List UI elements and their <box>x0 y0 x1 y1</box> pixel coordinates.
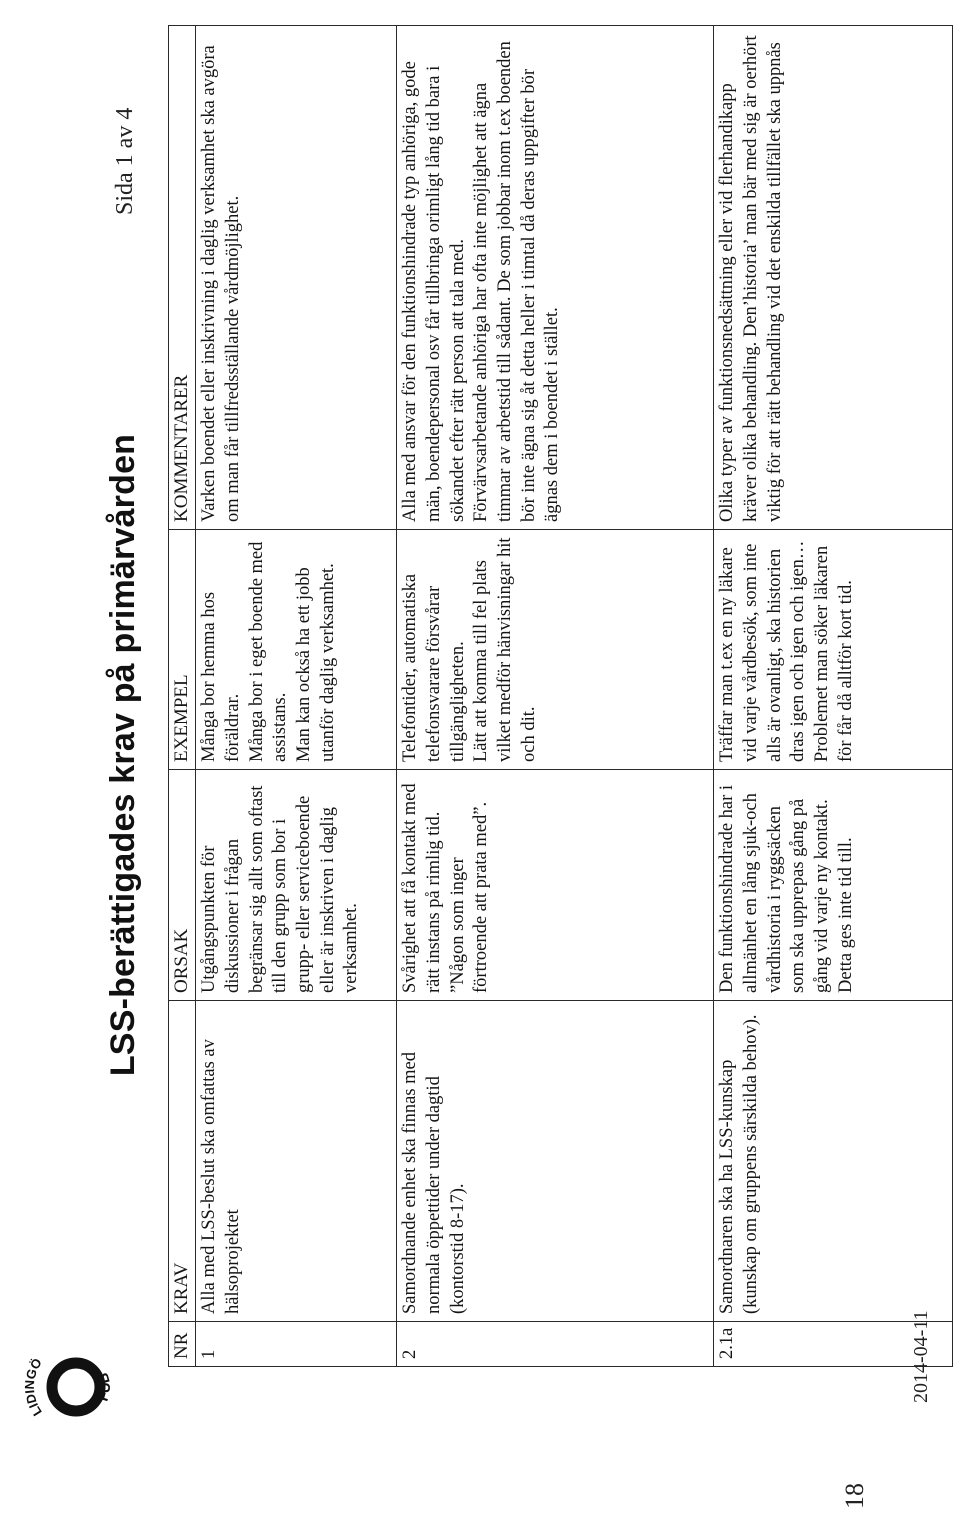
column-header-nr: NR <box>169 1322 196 1367</box>
column-header-exempel: EXEMPEL <box>169 530 196 770</box>
cell-nr: 2.1a <box>714 1322 953 1367</box>
cell-kommentarer <box>714 26 953 530</box>
cell-exempel <box>397 530 714 770</box>
cell-orsak: Den funktionshindrade har i allmänhet en lång sjuk-och vårdhistoria i ryggsäcken som ska upprepas gång på gång vid varje ny kontakt. Detta ges inte tid till. <box>714 770 953 1001</box>
cell-orsak: Svårighet att få kontakt med rätt instans på rimlig tid. ”Någon som inger förtroende att prata med”. <box>397 770 714 1001</box>
logo-bottom-text: FUB <box>94 1370 114 1404</box>
kommentar-text: Varken boendet eller inskrivning i daglig verksamhet ska avgöra om man får tillfredsställande vårdmöjlighet. <box>199 45 243 522</box>
requirements-table <box>168 25 953 1367</box>
document-title: LSS-berättigades krav på primärvården <box>104 433 142 1077</box>
page-indicator: Sida 1 av 4 <box>112 107 138 215</box>
exempel-line: Många bor hemma hos föräldrar. <box>199 591 243 762</box>
page-number: 18 <box>840 1483 869 1509</box>
exempel-line: Träffar man t.ex en ny läkare vid varje vårdbesök, som inte alls är ovanligt, ska historien dras igen och igen och igen… <box>717 540 809 762</box>
cell-krav: Samordnaren ska ha LSS-kunskap (kunskap om gruppens särskilda behov). <box>714 1001 953 1322</box>
lidingo-fub-logo <box>14 1327 134 1447</box>
svg-text:FUB <box>95 1371 114 1404</box>
exempel-line: Lätt att komma till fel plats vilket medför hänvisningar hit och dit. <box>471 537 539 762</box>
column-header-krav: KRAV <box>169 1001 196 1322</box>
table-header-row <box>169 26 196 1367</box>
cell-nr: 2 <box>397 1322 714 1367</box>
exempel-line: Man kan också ha ett jobb utanför daglig verksamhet. <box>294 563 338 762</box>
cell-nr: 1 <box>196 1322 397 1367</box>
kommentar-text: Förvärvsarbetande anhöriga har ofta inte möjlighet att ägna timmar av arbetstid till sådant. De som jobbar inom t.ex boenden bör inte ägna sig åt detta heller i timtal då deras uppgifter bör ägnas dem i boendet i stället. <box>471 41 563 522</box>
exempel-line: Många bor i eget boende med assistans. <box>246 541 291 762</box>
kommentar-text: Olika typer av funktionsnedsättning eller vid flerhandikapp kräver olika behandling. Den’historia’ man bär med sig är oerhört viktig för att rätt behandling vid det enskilda tillfället ska uppnås <box>717 35 785 522</box>
table-row <box>196 26 397 1367</box>
cell-exempel <box>714 530 953 770</box>
table-row <box>397 26 714 1367</box>
cell-krav: Samordnande enhet ska finnas med normala öppettider under dagtid (kontorstid 8-17). <box>397 1001 714 1322</box>
logo-top-text: LIDINGÖ <box>21 1355 45 1419</box>
document-date: 2014-04-11 <box>910 1310 932 1403</box>
column-header-kommentarer: KOMMENTARER <box>169 26 196 530</box>
svg-text:LIDINGÖ <box>22 1356 45 1419</box>
column-header-orsak: ORSAK <box>169 770 196 1001</box>
cell-orsak: Utgångspunkten för diskussioner i frågan begränsar sig allt som oftast till den grupp som bor i grupp- eller serviceboende eller är inskriven i daglig verksamhet. <box>196 770 397 1001</box>
kommentar-text: Alla med ansvar för den funktionshindrade typ anhöriga, gode män, boendepersonal osv får tillbringa orimligt lång tid bara i sökandet efter rätt person att tala med. <box>400 61 468 522</box>
table-row <box>714 26 953 1367</box>
cell-kommentarer <box>196 26 397 530</box>
exempel-line: Problemet man söker läkaren för får då alltför kort tid. <box>812 545 856 762</box>
exempel-line: Telefontider, automatiska telefonsvarare försvårar tillgängligheten. <box>400 573 468 762</box>
cell-kommentarer <box>397 26 714 530</box>
cell-krav: Alla med LSS-beslut ska omfattas av hälsoprojektet <box>196 1001 397 1322</box>
cell-exempel <box>196 530 397 770</box>
